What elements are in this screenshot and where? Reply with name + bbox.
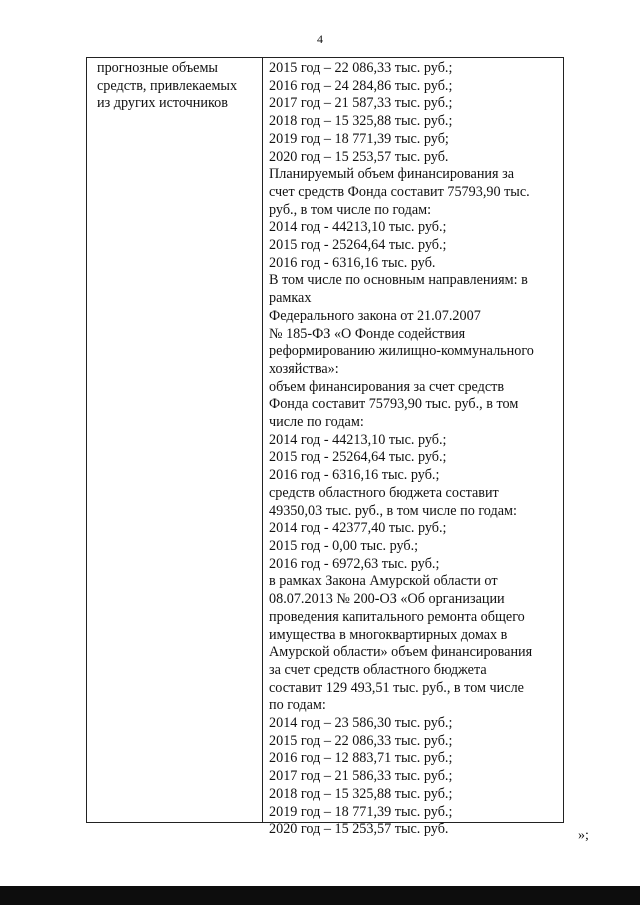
scan-edge-bar [0,886,640,905]
value-line: Амурской области» объем финансирования [269,644,533,661]
value-line: 2018 год – 15 325,88 тыс. руб.; [269,785,453,802]
value-line: Федерального закона от 21.07.2007 [269,307,481,324]
value-line: 2015 год - 25264,64 тыс. руб.; [269,449,447,466]
value-line: 2015 год – 22 086,33 тыс. руб.; [269,732,453,749]
value-line: Фонда составит 75793,90 тыс. руб., в том [269,396,519,413]
value-line: за счет средств областного бюджета [269,661,487,678]
value-line: 2014 год – 23 586,30 тыс. руб.; [269,715,453,732]
label-line: средств, привлекаемых [97,77,238,94]
closing-quote-mark: »; [578,828,589,843]
value-line: имущества в многоквартирных домах в [269,626,508,643]
value-line: 08.07.2013 № 200-ОЗ «Об организации [269,591,505,608]
value-line: средств областного бюджета составит [269,484,499,501]
value-line: 2014 год - 42377,40 тыс. руб.; [269,520,447,537]
value-line: в рамках Закона Амурской области от [269,573,498,590]
value-line: 2016 год – 24 284,86 тыс. руб.; [269,77,453,94]
value-line: хозяйства»: [269,360,339,377]
value-line: 2016 год - 6316,16 тыс. руб.; [269,467,440,484]
value-line: объем финансирования за счет средств [269,378,505,395]
value-line: 2014 год - 44213,10 тыс. руб.; [269,219,447,236]
value-line: 2016 год – 12 883,71 тыс. руб.; [269,750,453,767]
value-line: счет средств Фонда составит 75793,90 тыс. [269,183,530,200]
value-line: 2016 год - 6316,16 тыс. руб. [269,254,436,271]
value-line: 2017 год – 21 587,33 тыс. руб.; [269,95,453,112]
table-value-column [263,58,563,838]
value-line: 2015 год - 0,00 тыс. руб.; [269,537,419,554]
table-label-column [87,58,263,822]
value-line: 2020 год – 15 253,57 тыс. руб. [269,821,449,838]
value-line: составит 129 493,51 тыс. руб., в том числе [269,679,524,696]
value-line: 2020 год – 15 253,57 тыс. руб. [269,148,449,165]
value-line: Планируемый объем финансирования за [269,166,514,183]
value-line: 2015 год – 22 086,33 тыс. руб.; [269,60,453,76]
financing-table [86,57,564,838]
value-line: рамках [269,290,312,307]
value-line: 2018 год – 15 325,88 тыс. руб.; [269,113,453,130]
value-line: руб., в том числе по годам: [269,201,432,218]
value-line: 2017 год – 21 586,33 тыс. руб.; [269,768,453,785]
value-line: числе по годам: [269,414,364,431]
value-line: по годам: [269,697,326,714]
value-line: 2015 год - 25264,64 тыс. руб.; [269,237,447,254]
value-line: 2016 год - 6972,63 тыс. руб.; [269,555,440,572]
label-line: прогнозные объемы [97,60,218,76]
value-line: проведения капитального ремонта общего [269,608,525,625]
value-line: 49350,03 тыс. руб., в том числе по годам: [269,502,517,519]
label-line: из других источников [97,95,228,112]
value-line: реформированию жилищно-коммунального [269,343,534,360]
value-line: 2014 год - 44213,10 тыс. руб.; [269,431,447,448]
page-number: 4 [317,32,323,46]
value-line: В том числе по основным направлениям: в [269,272,528,289]
value-line: 2019 год – 18 771,39 тыс. руб; [269,130,449,147]
value-line: № 185-ФЗ «О Фонде содействия [269,325,466,342]
value-line: 2019 год – 18 771,39 тыс. руб.; [269,803,453,820]
